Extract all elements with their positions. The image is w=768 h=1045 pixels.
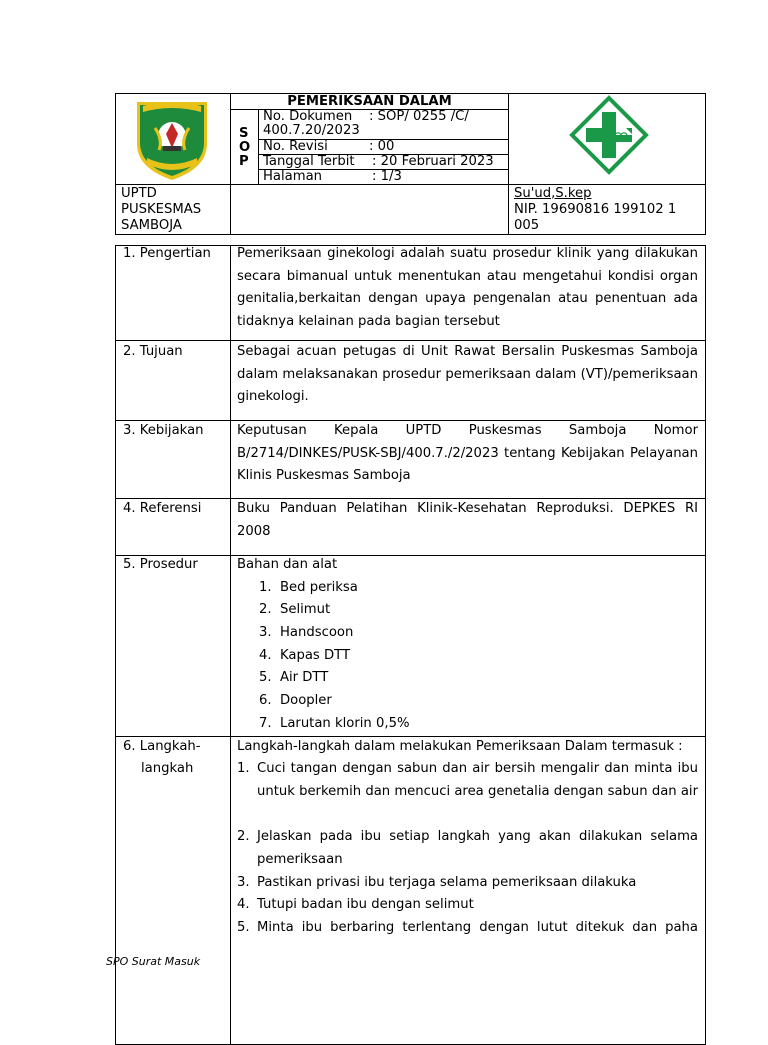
langkah-item-number: 2. (237, 829, 250, 844)
prosedur-item: 6. Doopler (259, 693, 332, 708)
pengertian-text: Pemeriksaan ginekologi adalah suatu prosedur klinik yang dilakukan secara bimanual untuk menentukan atau mengetahui kondisi organ genitalia,berkaitan dengan upaya pengenalan atau penentuan ada tidaknya kelainan pada bagian tersebut (237, 246, 698, 330)
row-divider (115, 555, 706, 556)
sop-letter: P (239, 154, 249, 169)
content-column-divider (230, 245, 231, 1045)
langkah-item: Minta ibu berbaring terlentang dengan lutut ditekuk dan paha (257, 920, 698, 935)
unit-name-line: PUSKESMAS (121, 202, 202, 217)
langkah-label-cont: langkah (141, 761, 194, 776)
signer-nip-cont: 005 (514, 218, 540, 233)
tanggal-terbit-value: : 20 Februari 2023 (372, 154, 494, 169)
prosedur-item-text: Selimut (279, 602, 331, 617)
signer-nip: NIP. 19690816 199102 1 (514, 202, 677, 217)
langkah-item: Pastikan privasi ibu terjaga selama pemeriksaan dilakuka (257, 875, 637, 890)
prosedur-item: 7. Larutan klorin 0,5% (259, 716, 410, 731)
tanggal-terbit-label: Tanggal Terbit (263, 154, 355, 169)
sop-letter: O (239, 140, 251, 155)
langkah-label: 6. Langkah- (123, 739, 201, 754)
prosedur-item-text: Air DTT (279, 670, 329, 685)
prosedur-item: 5. Air DTT (259, 670, 329, 685)
pengertian-label: 1. Pengertian (123, 246, 211, 261)
puskesmas-logo (569, 95, 649, 175)
prosedur-item-text: Doopler (279, 693, 332, 708)
prosedur-item: 3. Handscoon (259, 625, 354, 640)
no-dokumen-value-cont: 400.7.20/2023 (263, 123, 360, 138)
langkah-item-number: 3. (237, 875, 250, 890)
referensi-label: 4. Referensi (123, 501, 202, 516)
no-revisi-value: : 00 (369, 139, 395, 154)
langkah-item-number: 4. (237, 897, 250, 912)
page-title: PEMERIKSAAN DALAM (287, 94, 452, 109)
no-dokumen-label: No. Dokumen (263, 109, 353, 124)
prosedur-item-text: Bed periksa (279, 580, 358, 595)
prosedur-item: 4. Kapas DTT (259, 648, 351, 663)
header-divider (230, 93, 231, 235)
kebijakan-label: 3. Kebijakan (123, 423, 204, 438)
no-revisi-label: No. Revisi (263, 139, 328, 154)
prosedur-item: 1. Bed periksa (259, 580, 358, 595)
tujuan-label: 2. Tujuan (123, 344, 183, 359)
langkah-item-number: 1. (237, 761, 250, 776)
unit-name-line: UPTD (121, 186, 157, 201)
referensi-text: Buku Panduan Pelatihan Klinik-Kesehatan Reproduksi. DEPKES RI 2008 (237, 501, 698, 539)
langkah-item: Jelaskan pada ibu setiap langkah yang akan dilakukan selama pemeriksaan (257, 829, 698, 867)
prosedur-intro: Bahan dan alat (237, 557, 338, 572)
header-divider (508, 93, 509, 235)
regional-emblem-logo (133, 96, 211, 182)
tujuan-text: Sebagai acuan petugas di Unit Rawat Bersalin Puskesmas Samboja dalam melaksanakan prosedur pemeriksaan dalam (VT)/pemeriksaan ginekologi. (237, 344, 698, 405)
prosedur-label: 5. Prosedur (123, 557, 198, 572)
halaman-value: : 1/3 (372, 169, 402, 184)
halaman-label: Halaman (263, 169, 323, 184)
langkah-item: Cuci tangan dengan sabun dan air bersih mengalir dan minta ibu untuk berkemih dan mencuci area genetalia dengan sabun dan air (257, 761, 699, 799)
footer-label: SPO Surat Masuk (106, 955, 201, 968)
langkah-intro: Langkah-langkah dalam melakukan Pemeriksaan Dalam termasuk : (237, 739, 683, 754)
prosedur-item: 2. Selimut (259, 602, 331, 617)
signer-name: Su'ud,S.kep (514, 186, 592, 201)
langkah-item: Tutupi badan ibu dengan selimut (257, 897, 474, 912)
prosedur-item-text: Handscoon (279, 625, 354, 640)
prosedur-item-text: Larutan klorin 0,5% (279, 716, 410, 731)
header-divider (258, 109, 259, 185)
unit-name-line: SAMBOJA (121, 218, 182, 233)
prosedur-item-text: Kapas DTT (279, 648, 351, 663)
sop-letter: S (239, 126, 249, 141)
header-divider (115, 184, 706, 185)
langkah-item-number: 5. (237, 920, 250, 935)
no-dokumen-value: : SOP/ 0255 /C/ (369, 109, 469, 124)
kebijakan-text: Keputusan Kepala UPTD Puskesmas Samboja Nomor B/2714/DINKES/PUSK-SBJ/400.7./2/2023 tentang Kebijakan Pelayanan Klinis Puskesmas Samboja (237, 423, 698, 484)
